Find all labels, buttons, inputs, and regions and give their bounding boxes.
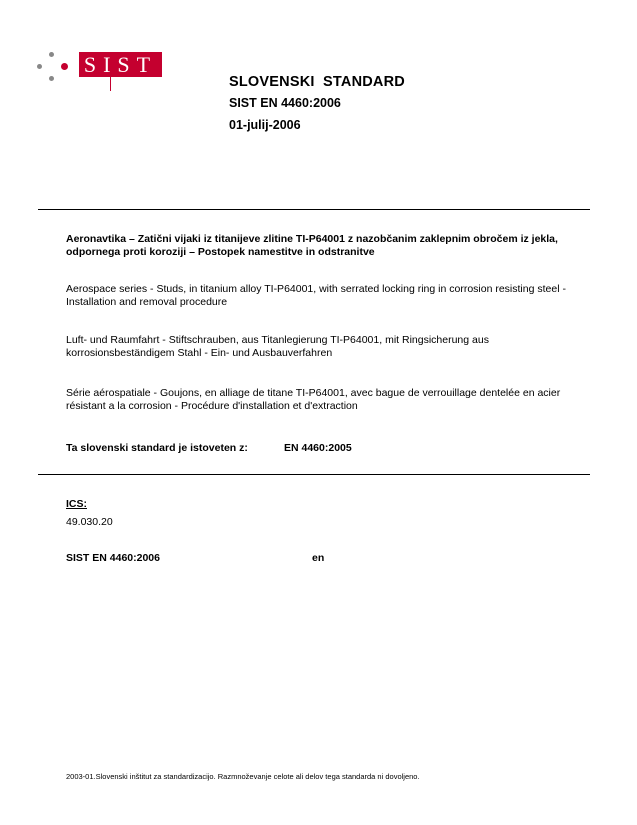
title-german: Luft- und Raumfahrt - Stiftschrauben, aus Titanlegierung TI-P64001, mit Ringsicherung aus korrosionsbeständigem Stahl - Ein- und Ausbauverfahren bbox=[66, 334, 489, 359]
bottom-divider bbox=[38, 474, 590, 475]
standard-date: 01-julij-2006 bbox=[229, 118, 301, 132]
logo-dot-icon bbox=[49, 52, 54, 57]
title-french: Série aérospatiale - Goujons, en alliage de titane TI-P64001, avec bague de verrouillage dentelée en acier résistant a la corrosion - Procédure d'installation et d'extraction bbox=[66, 387, 561, 412]
logo-dot-icon bbox=[37, 64, 42, 69]
title-slovenian: Aeronavtika – Zatični vijaki iz titanijeve zlitine TI-P64001 z nazobčanim zaklepnim obročem iz jekla, odpornega proti koroziji – Postopek namestitve in odstranitve bbox=[66, 233, 558, 258]
identity-label: Ta slovenski standard je istoveten z: bbox=[66, 442, 248, 454]
document-code: SIST EN 4460:2006 bbox=[66, 552, 160, 564]
ics-value: 49.030.20 bbox=[66, 516, 113, 528]
standard-code: SIST EN 4460:2006 bbox=[229, 96, 341, 110]
identity-value: EN 4460:2005 bbox=[284, 442, 352, 454]
top-divider bbox=[38, 209, 590, 210]
logo-dot-icon bbox=[61, 63, 68, 70]
logo-underline bbox=[110, 77, 111, 91]
logo-wordmark: SIST bbox=[79, 52, 162, 77]
document-language: en bbox=[312, 552, 325, 564]
standard-type-title: SLOVENSKI STANDARD bbox=[229, 74, 405, 90]
copyright-footer: 2003-01.Slovenski inštitut za standardizacijo. Razmnoževanje celote ali delov tega standarda ni dovoljeno. bbox=[66, 772, 420, 781]
ics-label: ICS: bbox=[66, 498, 87, 510]
logo-dot-icon bbox=[49, 76, 54, 81]
title-english: Aerospace series - Studs, in titanium alloy TI-P64001, with serrated locking ring in corrosion resisting steel - Installation and removal procedure bbox=[66, 283, 566, 308]
